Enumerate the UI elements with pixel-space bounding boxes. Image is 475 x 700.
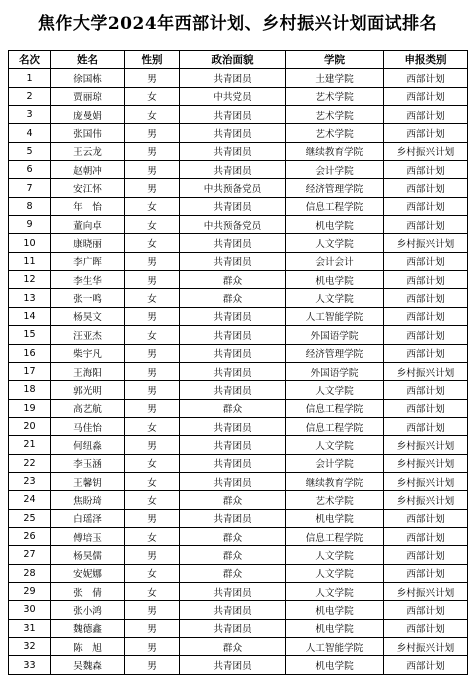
college-cell: 人工智能学院 bbox=[286, 638, 384, 656]
political-status-cell: 群众 bbox=[180, 491, 286, 509]
college-cell: 信息工程学院 bbox=[286, 417, 384, 435]
rank-cell: 21 bbox=[9, 436, 51, 454]
rank-cell: 15 bbox=[9, 326, 51, 344]
name-cell: 高艺航 bbox=[51, 399, 125, 417]
header-category: 申报类别 bbox=[384, 51, 468, 69]
political-status-cell: 共青团员 bbox=[180, 656, 286, 674]
college-cell: 艺术学院 bbox=[286, 124, 384, 142]
college-cell: 机电学院 bbox=[286, 216, 384, 234]
name-cell: 安妮娜 bbox=[51, 564, 125, 582]
name-cell: 年 怡 bbox=[51, 197, 125, 215]
political-status-cell: 共青团员 bbox=[180, 197, 286, 215]
table-row bbox=[9, 656, 468, 674]
name-cell: 王云龙 bbox=[51, 142, 125, 160]
political-status-cell: 共青团员 bbox=[180, 124, 286, 142]
college-cell: 土建学院 bbox=[286, 69, 384, 87]
name-cell: 赵朝冲 bbox=[51, 161, 125, 179]
gender-cell: 男 bbox=[125, 638, 180, 656]
table-row bbox=[9, 436, 468, 454]
rank-cell: 23 bbox=[9, 472, 51, 490]
name-cell: 康晓丽 bbox=[51, 234, 125, 252]
rank-cell: 3 bbox=[9, 106, 51, 124]
category-cell: 西部计划 bbox=[384, 307, 468, 325]
gender-cell: 男 bbox=[125, 509, 180, 527]
category-cell: 乡村振兴计划 bbox=[384, 582, 468, 600]
college-cell: 外国语学院 bbox=[286, 362, 384, 380]
gender-cell: 男 bbox=[125, 436, 180, 454]
category-cell: 乡村振兴计划 bbox=[384, 362, 468, 380]
political-status-cell: 共青团员 bbox=[180, 417, 286, 435]
gender-cell: 男 bbox=[125, 344, 180, 362]
college-cell: 信息工程学院 bbox=[286, 399, 384, 417]
table-row bbox=[9, 362, 468, 380]
rank-cell: 25 bbox=[9, 509, 51, 527]
header-college: 学院 bbox=[286, 51, 384, 69]
rank-cell: 28 bbox=[9, 564, 51, 582]
rank-cell: 1 bbox=[9, 69, 51, 87]
rank-cell: 8 bbox=[9, 197, 51, 215]
rank-cell: 27 bbox=[9, 546, 51, 564]
category-cell: 西部计划 bbox=[384, 527, 468, 545]
rank-cell: 30 bbox=[9, 601, 51, 619]
political-status-cell: 共青团员 bbox=[180, 106, 286, 124]
political-status-cell: 中共党员 bbox=[180, 87, 286, 105]
college-cell: 人文学院 bbox=[286, 234, 384, 252]
table-row bbox=[9, 344, 468, 362]
name-cell: 李生华 bbox=[51, 271, 125, 289]
category-cell: 西部计划 bbox=[384, 197, 468, 215]
college-cell: 机电学院 bbox=[286, 619, 384, 637]
table-row bbox=[9, 454, 468, 472]
gender-cell: 男 bbox=[125, 362, 180, 380]
rank-cell: 32 bbox=[9, 638, 51, 656]
gender-cell: 女 bbox=[125, 472, 180, 490]
table-body bbox=[9, 69, 468, 674]
college-cell: 人文学院 bbox=[286, 582, 384, 600]
category-cell: 西部计划 bbox=[384, 564, 468, 582]
college-cell: 艺术学院 bbox=[286, 87, 384, 105]
name-cell: 何纽淼 bbox=[51, 436, 125, 454]
table-row bbox=[9, 307, 468, 325]
category-cell: 西部计划 bbox=[384, 179, 468, 197]
category-cell: 西部计划 bbox=[384, 87, 468, 105]
gender-cell: 男 bbox=[125, 252, 180, 270]
gender-cell: 男 bbox=[125, 271, 180, 289]
table-row bbox=[9, 216, 468, 234]
table-row bbox=[9, 326, 468, 344]
political-status-cell: 群众 bbox=[180, 546, 286, 564]
name-cell: 徐国栋 bbox=[51, 69, 125, 87]
category-cell: 乡村振兴计划 bbox=[384, 472, 468, 490]
political-status-cell: 群众 bbox=[180, 527, 286, 545]
gender-cell: 女 bbox=[125, 234, 180, 252]
rank-cell: 16 bbox=[9, 344, 51, 362]
college-cell: 外国语学院 bbox=[286, 326, 384, 344]
category-cell: 西部计划 bbox=[384, 69, 468, 87]
college-cell: 信息工程学院 bbox=[286, 197, 384, 215]
table-row bbox=[9, 69, 468, 87]
rank-cell: 6 bbox=[9, 161, 51, 179]
category-cell: 西部计划 bbox=[384, 161, 468, 179]
college-cell: 人文学院 bbox=[286, 546, 384, 564]
college-cell: 人工智能学院 bbox=[286, 307, 384, 325]
name-cell: 张一鸣 bbox=[51, 289, 125, 307]
rank-cell: 29 bbox=[9, 582, 51, 600]
college-cell: 机电学院 bbox=[286, 601, 384, 619]
table-row bbox=[9, 252, 468, 270]
header-rank: 名次 bbox=[9, 51, 51, 69]
gender-cell: 男 bbox=[125, 546, 180, 564]
ranking-table bbox=[8, 50, 468, 675]
table-row bbox=[9, 142, 468, 160]
name-cell: 杨昊儒 bbox=[51, 546, 125, 564]
name-cell: 董向卓 bbox=[51, 216, 125, 234]
table-row bbox=[9, 546, 468, 564]
rank-cell: 9 bbox=[9, 216, 51, 234]
political-status-cell: 共青团员 bbox=[180, 161, 286, 179]
category-cell: 西部计划 bbox=[384, 381, 468, 399]
college-cell: 人文学院 bbox=[286, 381, 384, 399]
category-cell: 乡村振兴计划 bbox=[384, 491, 468, 509]
political-status-cell: 共青团员 bbox=[180, 69, 286, 87]
category-cell: 乡村振兴计划 bbox=[384, 234, 468, 252]
table-row bbox=[9, 271, 468, 289]
gender-cell: 女 bbox=[125, 417, 180, 435]
political-status-cell: 共青团员 bbox=[180, 381, 286, 399]
rank-cell: 19 bbox=[9, 399, 51, 417]
gender-cell: 男 bbox=[125, 656, 180, 674]
category-cell: 西部计划 bbox=[384, 546, 468, 564]
rank-cell: 18 bbox=[9, 381, 51, 399]
name-cell: 李玉涵 bbox=[51, 454, 125, 472]
name-cell: 傅培玉 bbox=[51, 527, 125, 545]
category-cell: 乡村振兴计划 bbox=[384, 638, 468, 656]
category-cell: 西部计划 bbox=[384, 601, 468, 619]
college-cell: 艺术学院 bbox=[286, 491, 384, 509]
political-status-cell: 共青团员 bbox=[180, 509, 286, 527]
gender-cell: 男 bbox=[125, 307, 180, 325]
political-status-cell: 共青团员 bbox=[180, 454, 286, 472]
table-row bbox=[9, 124, 468, 142]
college-cell: 机电学院 bbox=[286, 271, 384, 289]
gender-cell: 女 bbox=[125, 527, 180, 545]
rank-cell: 22 bbox=[9, 454, 51, 472]
political-status-cell: 群众 bbox=[180, 638, 286, 656]
name-cell: 焦盼琦 bbox=[51, 491, 125, 509]
category-cell: 西部计划 bbox=[384, 326, 468, 344]
political-status-cell: 中共预备党员 bbox=[180, 216, 286, 234]
table-row bbox=[9, 472, 468, 490]
college-cell: 人文学院 bbox=[286, 436, 384, 454]
political-status-cell: 群众 bbox=[180, 564, 286, 582]
name-cell: 汪亚杰 bbox=[51, 326, 125, 344]
table-row bbox=[9, 638, 468, 656]
political-status-cell: 共青团员 bbox=[180, 582, 286, 600]
gender-cell: 男 bbox=[125, 399, 180, 417]
category-cell: 西部计划 bbox=[384, 106, 468, 124]
table-row bbox=[9, 509, 468, 527]
gender-cell: 女 bbox=[125, 87, 180, 105]
page-title: 焦作大学2024年西部计划、乡村振兴计划面试排名 bbox=[37, 14, 438, 34]
name-cell: 庞曼娟 bbox=[51, 106, 125, 124]
political-status-cell: 共青团员 bbox=[180, 472, 286, 490]
name-cell: 王海阳 bbox=[51, 362, 125, 380]
college-cell: 会计学院 bbox=[286, 161, 384, 179]
rank-cell: 31 bbox=[9, 619, 51, 637]
gender-cell: 女 bbox=[125, 289, 180, 307]
category-cell: 西部计划 bbox=[384, 289, 468, 307]
gender-cell: 女 bbox=[125, 197, 180, 215]
rank-cell: 13 bbox=[9, 289, 51, 307]
rank-cell: 11 bbox=[9, 252, 51, 270]
name-cell: 王馨钥 bbox=[51, 472, 125, 490]
category-cell: 西部计划 bbox=[384, 619, 468, 637]
rank-cell: 24 bbox=[9, 491, 51, 509]
gender-cell: 男 bbox=[125, 179, 180, 197]
category-cell: 西部计划 bbox=[384, 252, 468, 270]
table-row bbox=[9, 381, 468, 399]
table-row bbox=[9, 491, 468, 509]
college-cell: 经济管理学院 bbox=[286, 179, 384, 197]
name-cell: 李广晖 bbox=[51, 252, 125, 270]
table-row bbox=[9, 564, 468, 582]
political-status-cell: 群众 bbox=[180, 399, 286, 417]
name-cell: 柴宇凡 bbox=[51, 344, 125, 362]
gender-cell: 女 bbox=[125, 564, 180, 582]
college-cell: 机电学院 bbox=[286, 656, 384, 674]
college-cell: 会计会计 bbox=[286, 252, 384, 270]
political-status-cell: 共青团员 bbox=[180, 326, 286, 344]
name-cell: 张小鸿 bbox=[51, 601, 125, 619]
category-cell: 西部计划 bbox=[384, 509, 468, 527]
table-row bbox=[9, 289, 468, 307]
college-cell: 继续教育学院 bbox=[286, 472, 384, 490]
gender-cell: 男 bbox=[125, 124, 180, 142]
name-cell: 白瑶泽 bbox=[51, 509, 125, 527]
table-row bbox=[9, 527, 468, 545]
college-cell: 人文学院 bbox=[286, 564, 384, 582]
rank-cell: 4 bbox=[9, 124, 51, 142]
name-cell: 张 倩 bbox=[51, 582, 125, 600]
name-cell: 马佳怡 bbox=[51, 417, 125, 435]
table-row bbox=[9, 197, 468, 215]
header-political-status: 政治面貌 bbox=[180, 51, 286, 69]
gender-cell: 男 bbox=[125, 161, 180, 179]
table-row bbox=[9, 582, 468, 600]
college-cell: 信息工程学院 bbox=[286, 527, 384, 545]
category-cell: 西部计划 bbox=[384, 656, 468, 674]
name-cell: 贾丽琼 bbox=[51, 87, 125, 105]
gender-cell: 女 bbox=[125, 326, 180, 344]
rank-cell: 5 bbox=[9, 142, 51, 160]
category-cell: 西部计划 bbox=[384, 124, 468, 142]
table-row bbox=[9, 619, 468, 637]
name-cell: 张国伟 bbox=[51, 124, 125, 142]
rank-cell: 20 bbox=[9, 417, 51, 435]
category-cell: 西部计划 bbox=[384, 271, 468, 289]
political-status-cell: 共青团员 bbox=[180, 344, 286, 362]
rank-cell: 12 bbox=[9, 271, 51, 289]
rank-cell: 2 bbox=[9, 87, 51, 105]
name-cell: 吴魏森 bbox=[51, 656, 125, 674]
political-status-cell: 共青团员 bbox=[180, 142, 286, 160]
gender-cell: 女 bbox=[125, 106, 180, 124]
political-status-cell: 中共预备党员 bbox=[180, 179, 286, 197]
college-cell: 继续教育学院 bbox=[286, 142, 384, 160]
rank-cell: 7 bbox=[9, 179, 51, 197]
category-cell: 乡村振兴计划 bbox=[384, 454, 468, 472]
college-cell: 人文学院 bbox=[286, 289, 384, 307]
rank-cell: 10 bbox=[9, 234, 51, 252]
gender-cell: 女 bbox=[125, 454, 180, 472]
rank-cell: 14 bbox=[9, 307, 51, 325]
name-cell: 魏德鑫 bbox=[51, 619, 125, 637]
name-cell: 安江怀 bbox=[51, 179, 125, 197]
gender-cell: 女 bbox=[125, 582, 180, 600]
political-status-cell: 群众 bbox=[180, 271, 286, 289]
gender-cell: 男 bbox=[125, 619, 180, 637]
category-cell: 西部计划 bbox=[384, 344, 468, 362]
political-status-cell: 共青团员 bbox=[180, 601, 286, 619]
gender-cell: 男 bbox=[125, 381, 180, 399]
name-cell: 郭光明 bbox=[51, 381, 125, 399]
table-header-row bbox=[9, 51, 468, 69]
political-status-cell: 共青团员 bbox=[180, 362, 286, 380]
category-cell: 西部计划 bbox=[384, 417, 468, 435]
college-cell: 经济管理学院 bbox=[286, 344, 384, 362]
college-cell: 会计学院 bbox=[286, 454, 384, 472]
political-status-cell: 共青团员 bbox=[180, 307, 286, 325]
gender-cell: 男 bbox=[125, 601, 180, 619]
political-status-cell: 共青团员 bbox=[180, 252, 286, 270]
table-row bbox=[9, 87, 468, 105]
gender-cell: 男 bbox=[125, 69, 180, 87]
table-row bbox=[9, 399, 468, 417]
name-cell: 杨昊文 bbox=[51, 307, 125, 325]
college-cell: 机电学院 bbox=[286, 509, 384, 527]
header-name: 姓名 bbox=[51, 51, 125, 69]
rank-cell: 33 bbox=[9, 656, 51, 674]
gender-cell: 女 bbox=[125, 216, 180, 234]
college-cell: 艺术学院 bbox=[286, 106, 384, 124]
header-gender: 性别 bbox=[125, 51, 180, 69]
rank-cell: 26 bbox=[9, 527, 51, 545]
political-status-cell: 共青团员 bbox=[180, 436, 286, 454]
category-cell: 乡村振兴计划 bbox=[384, 436, 468, 454]
name-cell: 陈 旭 bbox=[51, 638, 125, 656]
table-row bbox=[9, 417, 468, 435]
table-row bbox=[9, 179, 468, 197]
political-status-cell: 群众 bbox=[180, 289, 286, 307]
gender-cell: 女 bbox=[125, 491, 180, 509]
political-status-cell: 共青团员 bbox=[180, 619, 286, 637]
table-row bbox=[9, 161, 468, 179]
gender-cell: 男 bbox=[125, 142, 180, 160]
table-row bbox=[9, 601, 468, 619]
rank-cell: 17 bbox=[9, 362, 51, 380]
category-cell: 西部计划 bbox=[384, 216, 468, 234]
category-cell: 西部计划 bbox=[384, 399, 468, 417]
table-row bbox=[9, 106, 468, 124]
category-cell: 乡村振兴计划 bbox=[384, 142, 468, 160]
political-status-cell: 共青团员 bbox=[180, 234, 286, 252]
table-row bbox=[9, 234, 468, 252]
